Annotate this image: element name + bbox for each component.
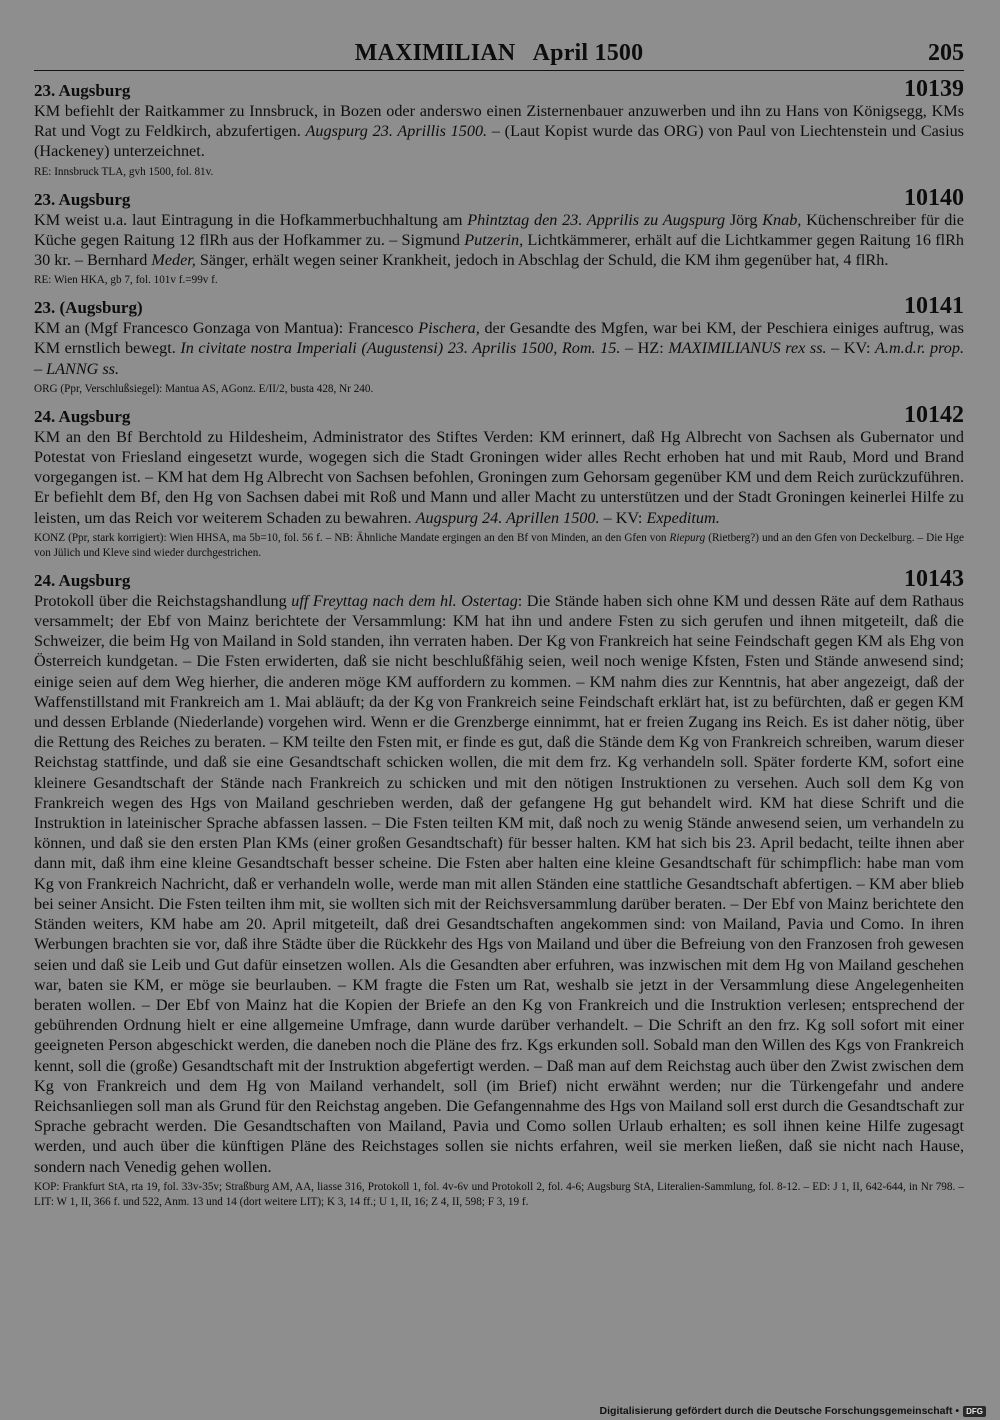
entry-body: KM befiehlt der Raitkammer zu Innsbruck, in Bozen oder anderswo einen Zisternenbauer anzuwerben und ihn zu Hans von Königsegg, KMs Rat und Vogt zu Feldkirch, abzufertigen. Augspurg 23. Aprillis 1500. – (Laut Kopist wurde das ORG) von Paul von Liechtenstein und Casius (Hackeney) unterzeichnet. [34,102,964,161]
entry-head [34,293,964,320]
running-title: MAXIMILIAN April 1500 [354,40,644,66]
entry-date: 24. Augsburg [34,570,131,590]
entry-source: ORG (Ppr, Verschlußsiegel): Mantua AS, AGonz. E/II/2, busta 428, Nr 240. [34,382,374,395]
entry-number: 10140 [904,184,964,211]
entry-10140 [34,184,964,289]
entry-head [34,565,964,592]
entry-number: 10142 [904,401,964,428]
entry-10141 [34,293,965,397]
entry-source: KOP: Frankfurt StA, rta 19, fol. 33v-35v; Straßburg AM, AA, liasse 316, Protokoll 1, fol. 4v-6v und Protokoll 2, fol. 4-6; Augsburg StA, Literalien-Sammlung, fol. 8-12. – ED: J 1, II, 642-644, in Nr 798. – LIT: W 1, II, 366 f. und 522, Anm. 13 und 14 (dort weitere LIT); K 3, 14 ff.; U 1, II, 16; Z 4, II, 598; F 3, 19 f. [34,1180,964,1208]
entry-head [34,76,964,102]
page-number: 205 [928,40,964,66]
entry-date: 23. (Augsburg) [34,298,143,318]
entry-date: 23. Augsburg [34,189,131,209]
document-page [34,0,964,1210]
entry-body: KM weist u.a. laut Eintragung in die Hofkammerbuchhaltung am Phintztag den 23. Apprilis zu Augspurg Jörg Knab, Küchenschreiber für die Küche gegen Raitung 12 flRh aus der Hofkammer zu. – Sigmund Putzerin, Lichtkämmerer, erhält auf die Lichtkammer gegen Raitung 16 flRh 30 kr. – Bernhard Meder, Sänger, erhält wegen seiner Krankheit, jedoch in Abschlag der Schuld, die KM ihm gegenüber hat, 4 flRh. [34,210,964,270]
entry-date: 24. Augsburg [34,406,131,426]
entry-number: 10143 [904,565,964,592]
entry-source: KONZ (Ppr, stark korrigiert): Wien HHSA, ma 5b=10, fol. 56 f. – NB: Ähnliche Mandate ergingen an den Bf von Minden, an den Gfen von Riepurg (Rietberg?) und an den Gfen von Deckelburg. – Die Hge von Jülich und Kleve sind wieder durchgestrichen. [34,531,964,559]
entry-10142 [34,401,964,561]
entry-body: Protokoll über die Reichstagshandlung uff Freyttag nach dem hl. Ostertag: Die Stände haben sich ohne KM und dessen Räte auf dem Rathaus versammelt; der Ebf von Mainz berichtete der Versammlung: KM hat ihn und andere Fsten zu sich gerufen und ihnen mitgeteilt, daß die Schweizer, die beim Hg von Mailand in Sold standen, ihn verraten haben. Der Kg von Frankreich hat seine Feindschaft gegen KM als Ehg von Österreich kundgetan. – Die Fsten erwiderten, daß sie nicht beschlußfähig seien, weil noch wenige Kfsten, Fsten und Stände anwesend sind; einige seien auf dem Weg hierher, die anderen möge KM auffordern zu kommen. – KM nahm dies zur Kenntnis, hat aber angezeigt, daß der Waffenstillstand mit Frankreich am 1. Mai abläuft; da der Kg von Frankreich seine Feindschaft erklärt hat, ist zu befürchten, daß er gegen KM und dessen Erblande (Niederlande) vorgehen wird. Wenn er die Grenzberge einnimmt, hat er freien Zugang ins Reich. Es ist daher nötig, über die Rettung des Reiches zu beraten. – KM teilte den Fsten mit, er finde es gut, daß die Stände dem Kg von Frankreich schreiben, warum dieser Reichstag stattfinde, und daß sie eine Gesandtschaft schicken wollen, die mit dem frz. Kg verhandeln soll. Später forderte KM, sofort eine kleinere Gesandtschaft der Stände nach Frankreich zu schicken und mit den nötigen Instruktionen zu versehen. Auch soll dem Kg von Frankreich wegen des Hgs von Mailand geschrieben werden, daß der gefangene Hg gut behandelt wird. KM hat diese Schrift und die Instruktion in lateinischer Sprache abfassen lassen. – Die Fsten teilten KM mit, daß noch zu wenig Stände anwesend seien, um verhandeln zu können, und daß sie den ersten Plan KMs (einer großen Gesandtschaft) für besser halten. KM hat sich bis 23. April bedacht, teilte ihnen aber dann mit, daß ihm eine kleine Gesandtschaft besser scheine. Die Fsten aber halten eine kleine Gesandtschaft für schimpflich: habe man vom Kg von Frankreich Nachricht, daß er verhandeln wolle, werde man mit allen Ständen eine stattliche Gesandtschaft abfertigen. – KM aber blieb bei seiner Ansicht. Die Fsten teilten ihm mit, sie wollten sich mit der Reichsversammlung darüber beraten. – Der Ebf von Mainz berichtete den Ständen weiters, KM habe am 20. April mitgeteilt, daß drei Gesandtschaften angekommen sind: von Mailand, Pavia und Como. In ihren Werbungen brachten sie vor, daß ihre Städte über die Rückkehr des Hgs von Mailand und über die Befreiung von den Franzosen froh gewesen seien und daß sie Leib und Gut dafür einsetzen wollen. Als die Gesandten aber erfuhren, was inzwischen mit dem Hg von Mailand geschehen war, baten sie KM, er möge sie beurlauben. – KM fragte die Fsten um Rat, weshalb sie jetzt in der Versammlung diese Angelegenheiten beraten wollen. – Der Ebf von Mainz hat die Kopien der Briefe an den Kg von Frankreich und die Instruktion verlesen; entsprechend der gebührenden Ordnung hielt er eine allgemeine Umfrage, dann wurde darüber verhandelt. – Die Schrift an den frz. Kg soll sofort mit einer geeigneten Person abgeschickt werden, die daneben noch die Pläne des frz. Kgs erkunden soll. Sobald man den Willen des Kgs von Frankreich kennt, soll die (große) Gesandtschaft mit der Instruktion abgefertigt werden. – Daß man auf dem Reichstag auch über den Zwist zwischen dem Kg von Frankreich und dem Hg von Mailand verhandelt, soll (im Brief) nicht erwähnt werden; nur die Türkengefahr und andere Reichsanliegen soll man als Grund für den Reichstag angeben. Die Gefangennahme des Hgs von Mailand soll erst durch die Gesandtschaft zur Sprache gebracht werden. Die Gesandtschaften von Mailand, Pavia und Como sollen Urlaub erhalten; es soll ihnen keine Hilfe zugesagt werden, und auch über die künftigen Pläne des Reichstages sollen sie nichts erfahren, weil sie merken ließen, daß sie nicht nach Hause, sondern nach Venedig gehen wollen. [34,591,964,1176]
page-header [34,0,964,71]
entry-date: 23. Augsburg [34,81,131,100]
dfg-logo: DFG [963,1406,986,1417]
entry-10139 [34,76,964,180]
footer-credit [600,1405,986,1417]
entry-body: KM an den Bf Berchtold zu Hildesheim, Administrator des Stiftes Verden: KM erinnert, daß Hg Albrecht von Sachsen als Gubernator und Potestat von Friesland eingesetzt wurde, wogegen sich die Stadt Groningen wider alles Recht erhoben hat und mit Raub, Mord und Brand vorgegangen ist. – KM hat dem Hg Albrecht von Sachsen befohlen, Groningen zum Gehorsam gegenüber KM und dem Reich zurückzuführen. Er befiehlt dem Bf, den Hg von Sachsen dabei mit Roß und Mann und aller Macht zu unterstützen und der Stadt Groningen keinerlei Hilfe zu leisten, um das Reich vor weiterem Schaden zu bewahren. Augspurg 24. Aprillen 1500. – KV: Expeditum. [34,427,964,527]
entry-head [34,401,964,428]
entry-10143 [34,565,964,1210]
entry-source: RE: Innsbruck TLA, gvh 1500, fol. 81v. [34,165,214,178]
entry-body: KM an (Mgf Francesco Gonzaga von Mantua): Francesco Pischera, der Gesandte des Mgfen, war bei KM, der Peschiera einiges auftrug, was KM ernstlich bewegt. In civitate nostra Imperiali (Augustensi) 23. Aprilis 1500, Rom. 15. – HZ: MAXIMILIANUS rex ss. – KV: A.m.d.r. prop. – LANNG ss. [34,319,965,378]
entry-source: RE: Wien HKA, gb 7, fol. 101v f.=99v f. [34,274,218,287]
entry-head [34,184,964,211]
footer-credit-text: Digitalisierung gefördert durch die Deutsche Forschungsgemeinschaft • [599,1405,960,1417]
entry-number: 10141 [904,293,964,320]
entry-number: 10139 [904,76,964,102]
